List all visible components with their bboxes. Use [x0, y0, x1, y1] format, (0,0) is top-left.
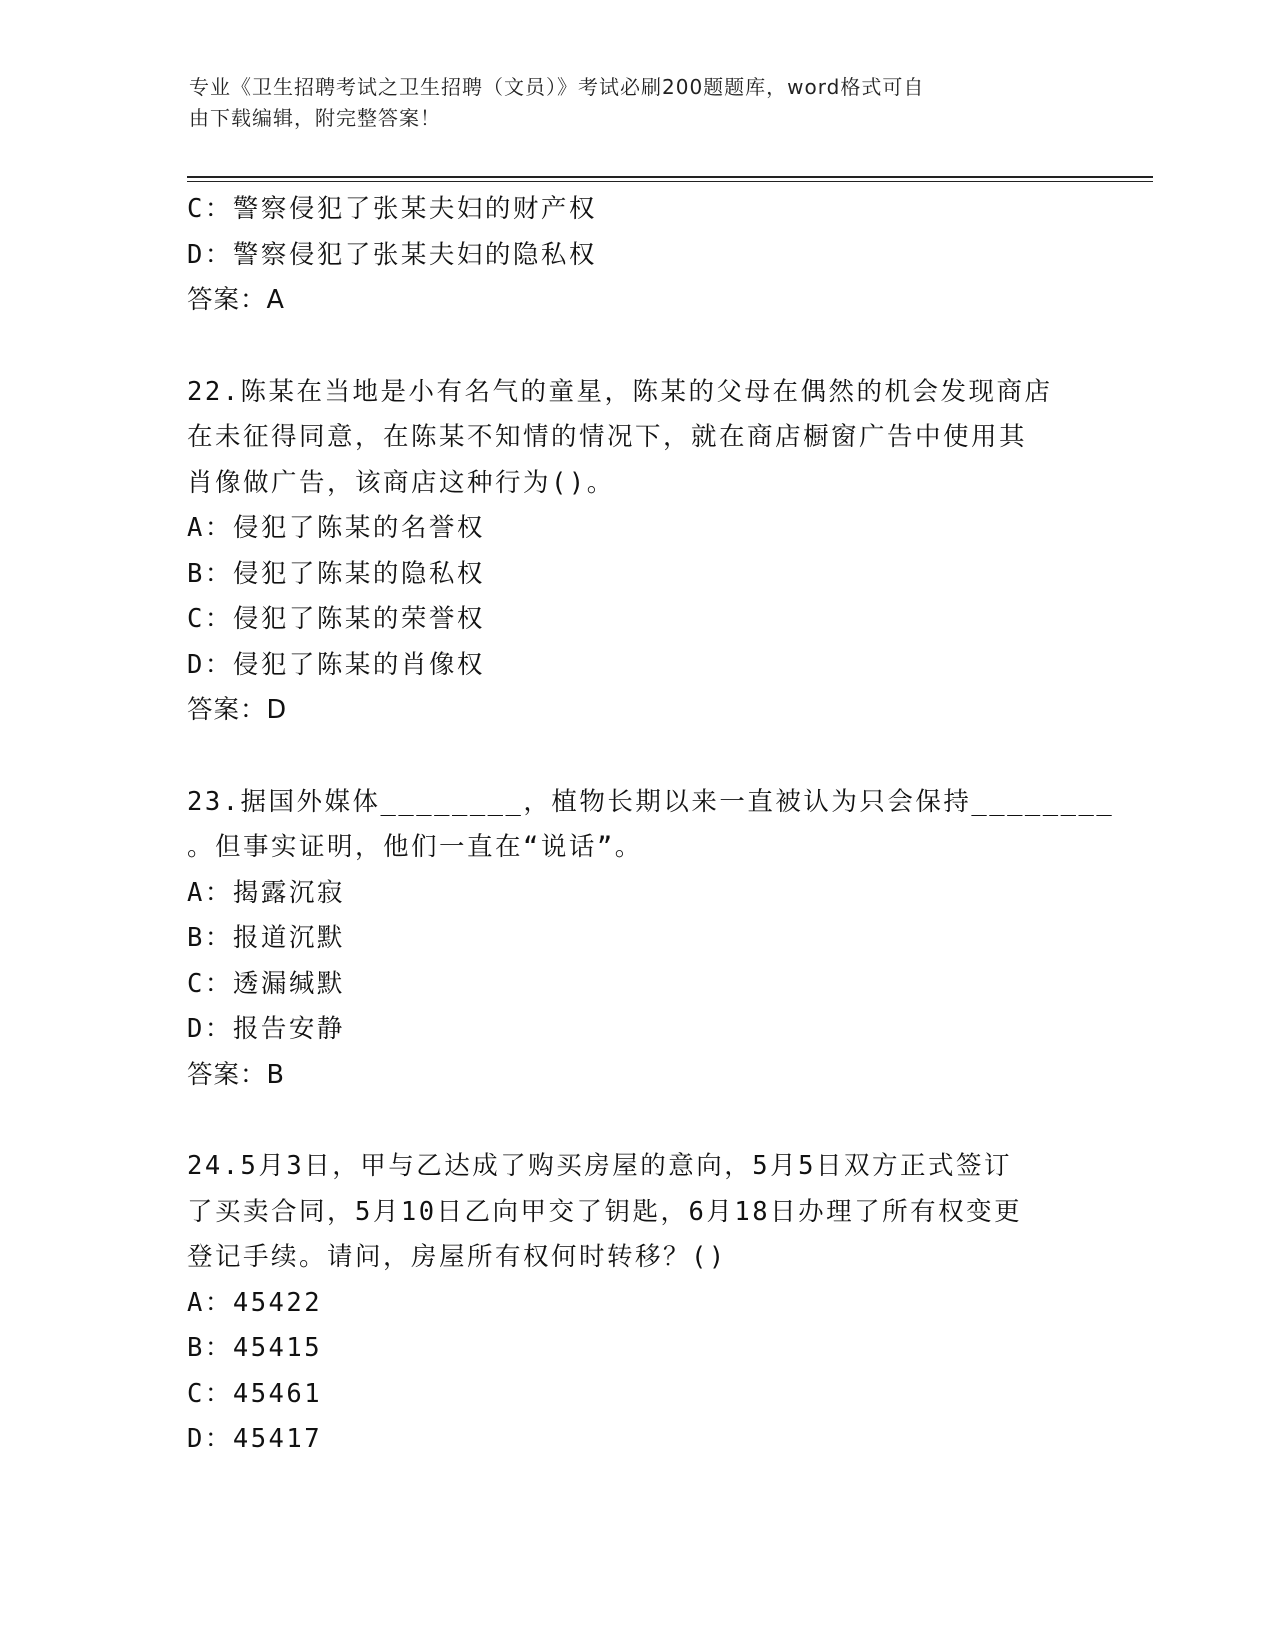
header-line-1: 专业《卫生招聘考试之卫生招聘（文员）》考试必刷200题题库，word格式可自: [189, 75, 925, 99]
header-rule-thick: [187, 176, 1153, 178]
header-rule-thin: [187, 181, 1153, 182]
document-header: [189, 72, 1089, 134]
option-c: C：侵犯了陈某的荣誉权: [187, 604, 485, 634]
option-c: C：45461: [187, 1378, 323, 1409]
option-d: D：45417: [187, 1424, 323, 1454]
answer-line: 答案：D: [187, 695, 288, 725]
option-b: B：45415: [187, 1333, 323, 1363]
question-text-line: 了买卖合同，5月10日乙向甲交了钥匙，6月18日办理了所有权变更: [187, 1196, 1023, 1227]
option-c: C：透漏缄默: [187, 968, 345, 999]
question-23: [187, 780, 1115, 1099]
answer-line: 答案：B: [187, 1059, 285, 1090]
option-a: A：45422: [187, 1287, 323, 1318]
question-text-line: 肖像做广告，该商店这种行为()。: [187, 467, 615, 498]
option-d: D：报告安静: [187, 1014, 345, 1044]
option-c: C：警察侵犯了张某夫妇的财产权: [187, 194, 597, 224]
question-text-line: 22.陈某在当地是小有名气的童星，陈某的父母在偶然的机会发现商店: [187, 376, 1053, 407]
option-d: D：侵犯了陈某的肖像权: [187, 649, 485, 680]
option-a: A：揭露沉寂: [187, 877, 345, 908]
question-text-line: 。但事实证明，他们一直在“说话”。: [187, 832, 643, 862]
question-22: [187, 370, 1087, 734]
header-line-2: 由下载编辑，附完整答案！: [189, 106, 441, 130]
question-text-line: 登记手续。请问，房屋所有权何时转移？(): [187, 1242, 727, 1272]
option-d: D：警察侵犯了张某夫妇的隐私权: [187, 239, 597, 270]
question-text-line: 在未征得同意，在陈某不知情的情况下，就在商店橱窗广告中使用其: [187, 422, 1028, 452]
question-text-line: 23.据国外媒体________，植物长期以来一直被认为只会保持________: [187, 786, 1115, 817]
question-content: [187, 187, 1115, 1463]
option-b: B：报道沉默: [187, 923, 345, 953]
previous-question-tail: [187, 187, 1087, 324]
question-24: [187, 1144, 1087, 1463]
option-a: A：侵犯了陈某的名誉权: [187, 513, 485, 543]
option-b: B：侵犯了陈某的隐私权: [187, 558, 485, 589]
answer-line: 答案：A: [187, 285, 285, 315]
question-text-line: 24.5月3日，甲与乙达成了购买房屋的意向，5月5日双方正式签订: [187, 1151, 1012, 1181]
